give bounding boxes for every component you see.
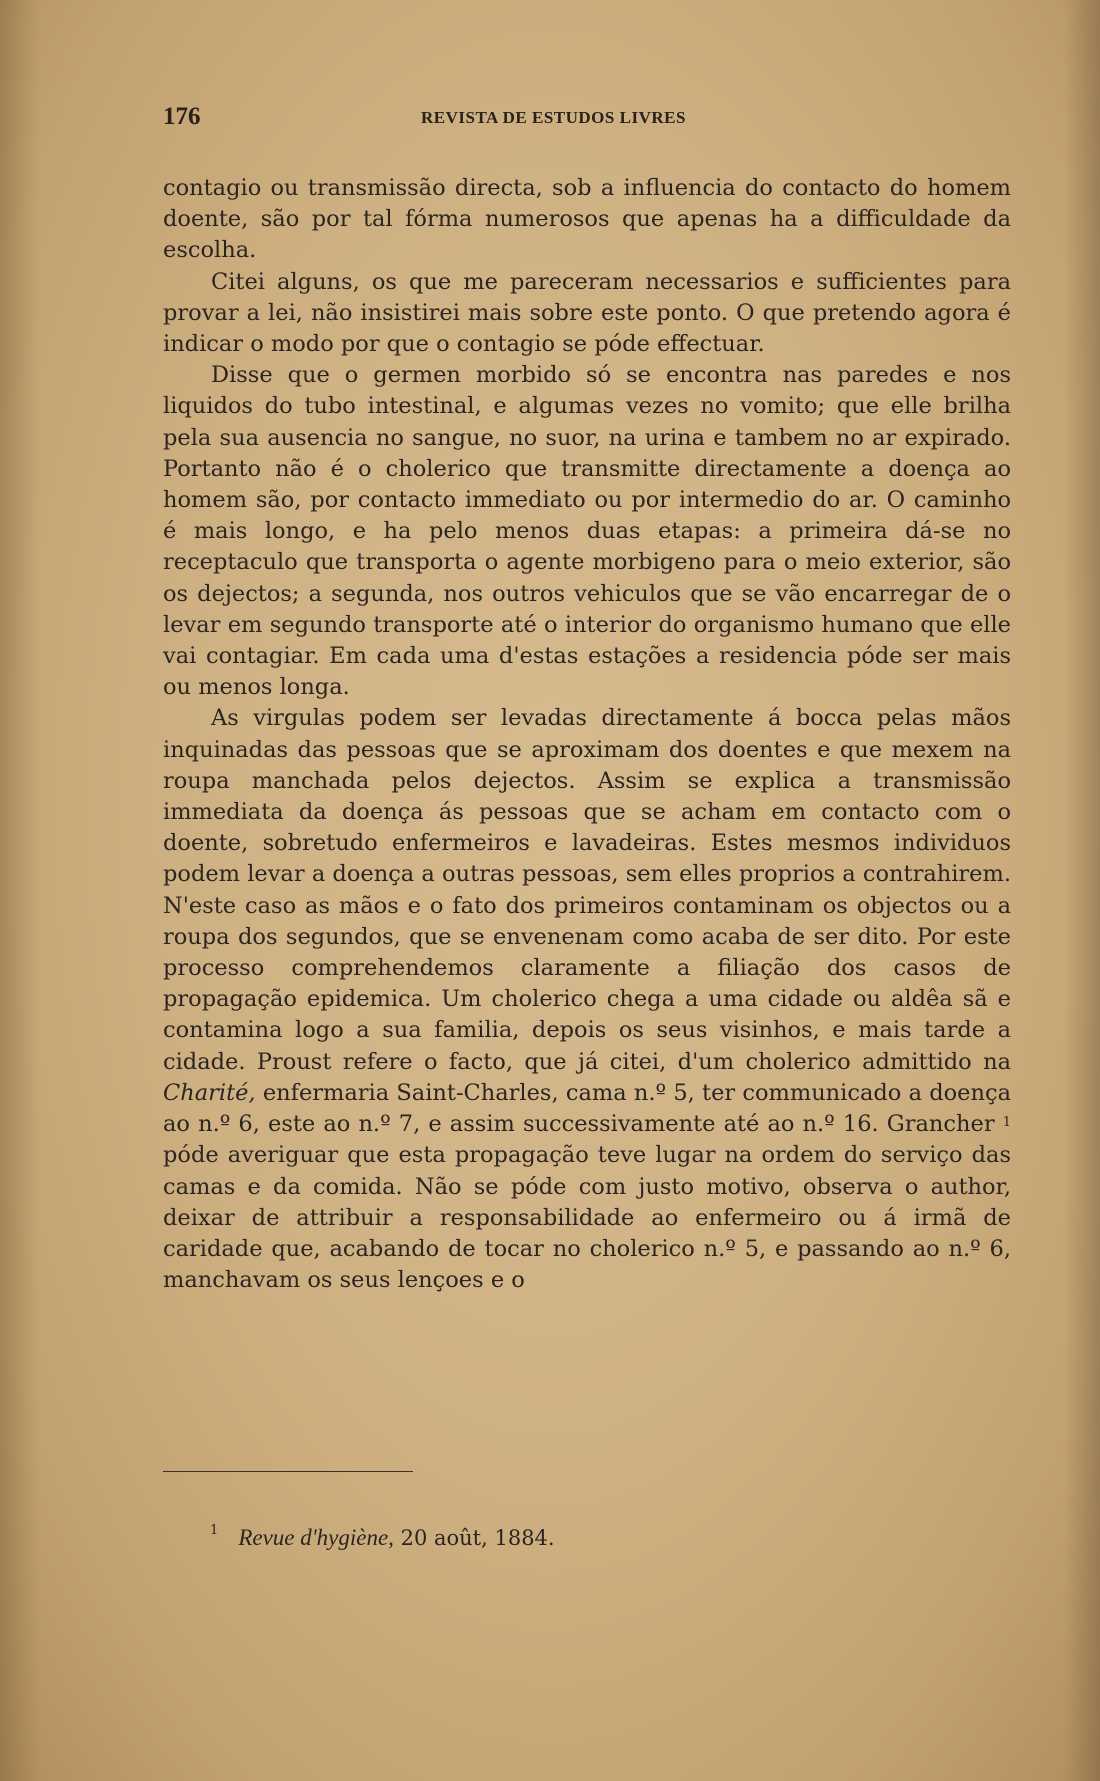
footnote-marker: 1	[210, 1523, 219, 1538]
body-text	[163, 173, 1011, 1296]
paragraph-4-text-c: póde averiguar que esta propagação teve lugar na ordem do serviço das camas e da comida. Não se póde com justo motivo, observa o author, deixar de attribuir a responsabilidade ao enfermeiro ou á irmã de caridade que, acabando de tocar no cholerico n.º 5, e passando ao n.º 6, manchavam os seus lençoes e o	[163, 1142, 1011, 1294]
page-number: 176	[163, 103, 201, 130]
footnote-source: Revue d'hygiène,	[238, 1525, 394, 1550]
paragraph-4-text-a: As virgulas podem ser levadas directamente á bocca pelas mãos inquinadas das pessoas que se aproximam dos doentes e que mexem na roupa manchada pelos dejectos. Assim se explica a transmissão immediata da doença ás pessoas que se acham em contacto com o doente, sobretudo enfermeiros e lavadeiras. Estes mesmos individuos podem levar a doença a outras pessoas, sem elles proprios a contrahirem. N'este caso as mãos e o fato dos primeiros contaminam os objectos ou a roupa dos segundos, que se envenenam como acaba de ser dito. Por este processo comprehendemos claramente a filiação dos casos de propagação epidemica. Um cholerico chega a uma cidade ou aldêa sã e contamina logo a sua familia, depois os seus visinhos, e mais tarde a cidade. Proust refere o facto, que já citei, d'um cholerico admittido na	[163, 705, 1011, 1075]
running-head	[163, 103, 1011, 133]
paragraph-1: contagio ou transmissão directa, sob a influencia do contacto do homem doente, são por tal fórma numerosos que apenas ha a difficuldade da escolha.	[163, 175, 1011, 264]
paragraph-4	[163, 703, 1011, 1296]
paragraph-3: Disse que o germen morbido só se encontra nas paredes e nos liquidos do tubo intestinal, e algumas vezes no vomito; que elle brilha pela sua ausencia no sangue, no suor, na urina e tambem no ar expirado. Portanto não é o cholerico que transmitte directamente a doença ao homem são, por contacto immediato ou por intermedio do ar. O caminho é mais longo, e ha pelo menos duas etapas: a primeira dá-se no receptaculo que transporta o agente morbigeno para o meio exterior, são os dejectos; a segunda, nos outros vehiculos que se vão encarregar de o levar em segundo transporte até o interior do organismo humano que elle vai contagiar. Em cada uma d'estas estações a residencia póde ser mais ou menos longa.	[163, 362, 1011, 701]
footnote	[210, 1525, 555, 1551]
paragraph-4-text-b: enfermaria Saint-Charles, cama n.º 5, ter communicado a doença ao n.º 6, este ao n.º 7, e assim successivamente até ao n.º 16. Grancher	[163, 1079, 1011, 1138]
charite-italic: Charité,	[163, 1079, 256, 1106]
footnote-reference: 1	[1002, 1115, 1011, 1131]
journal-title: REVISTA DE ESTUDOS LIVRES	[421, 108, 686, 127]
paragraph-2: Citei alguns, os que me pareceram necessarios e sufficientes para provar a lei, não insistirei mais sobre este ponto. O que pretendo agora é indicar o modo por que o contagio se póde effectuar.	[163, 268, 1011, 358]
footnote-rule	[163, 1471, 413, 1472]
footnote-date: 20 août, 1884.	[393, 1526, 555, 1550]
